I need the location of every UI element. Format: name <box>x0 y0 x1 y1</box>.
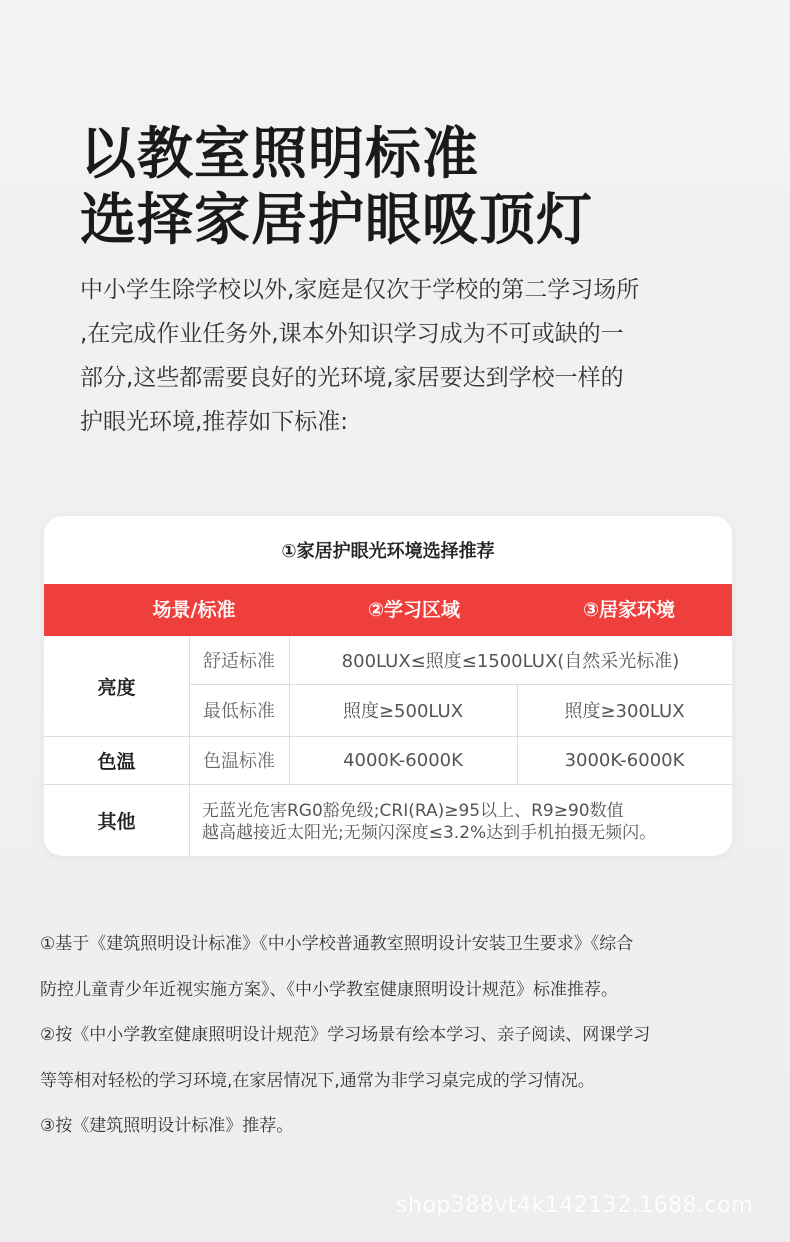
table-title: ①家居护眼光环境选择推荐 <box>281 541 495 562</box>
other-description <box>202 800 732 844</box>
footnote-line: 等等相对轻松的学习环境,在家居情况下,通常为非学习桌完成的学习情况。 <box>40 1070 595 1091</box>
intro-line: 中小学生除学校以外,家庭是仅次于学校的第二学习场所 <box>80 277 640 303</box>
sub-label-minimum: 最低标准 <box>203 701 275 722</box>
row-label-brightness: 亮度 <box>97 676 136 699</box>
intro-paragraph <box>80 268 720 444</box>
comfort-value: 800LUX≤照度≤1500LUX(自然采光标准) <box>341 651 680 672</box>
headline <box>80 122 593 254</box>
header-study-area: ②学习区域 <box>367 599 461 621</box>
footnote-line: ②按《中小学教室健康照明设计规范》学习场景有绘本学习、亲子阅读、网课学习 <box>40 1025 651 1045</box>
table-header <box>44 584 732 636</box>
shop-watermark: shop388vt4k142132.1688.com <box>396 1193 754 1218</box>
intro-line: 部分,这些都需要良好的光环境,家居要达到学校一样的 <box>80 365 624 391</box>
intro-line: 护眼光环境,推荐如下标准: <box>80 409 349 435</box>
header-home-environment: ③居家环境 <box>582 599 676 621</box>
row-label-other: 其他 <box>97 810 136 833</box>
footnote-line: ①基于《建筑照明设计标准》《中小学校普通教室照明设计安装卫生要求》《综合 <box>40 934 634 954</box>
footnote-line: ③按《建筑照明设计标准》推荐。 <box>40 1116 294 1136</box>
sub-label-color-temp: 色温标准 <box>203 751 275 772</box>
recommendation-card <box>44 516 732 856</box>
other-line-1: 无蓝光危害RG0豁免级;CRI(RA)≥95以上、R9≥90数值 <box>202 801 624 821</box>
headline-line-2: 选择家居护眼吸顶灯 <box>80 188 593 253</box>
other-line-2: 越高越接近太阳光;无频闪深度≤3.2%达到手机拍摄无频闪。 <box>202 823 657 843</box>
color-temp-home: 3000K-6000K <box>564 749 685 771</box>
footnotes <box>40 922 760 1150</box>
footnote-line: 防控儿童青少年近视实施方案》、《中小学教室健康照明设计规范》标准推荐。 <box>40 979 618 1000</box>
sub-label-comfort: 舒适标准 <box>203 651 275 672</box>
min-home-value: 照度≥300LUX <box>564 701 685 722</box>
min-study-value: 照度≥500LUX <box>342 701 464 722</box>
color-temp-study: 4000K-6000K <box>343 749 463 771</box>
headline-line-1: 以教室照明标准 <box>80 122 479 187</box>
row-label-color-temp: 色温 <box>97 750 136 773</box>
header-scene-standard: 场景/标准 <box>152 599 236 621</box>
intro-line: ,在完成作业任务外,课本外知识学习成为不可或缺的一 <box>80 321 624 347</box>
